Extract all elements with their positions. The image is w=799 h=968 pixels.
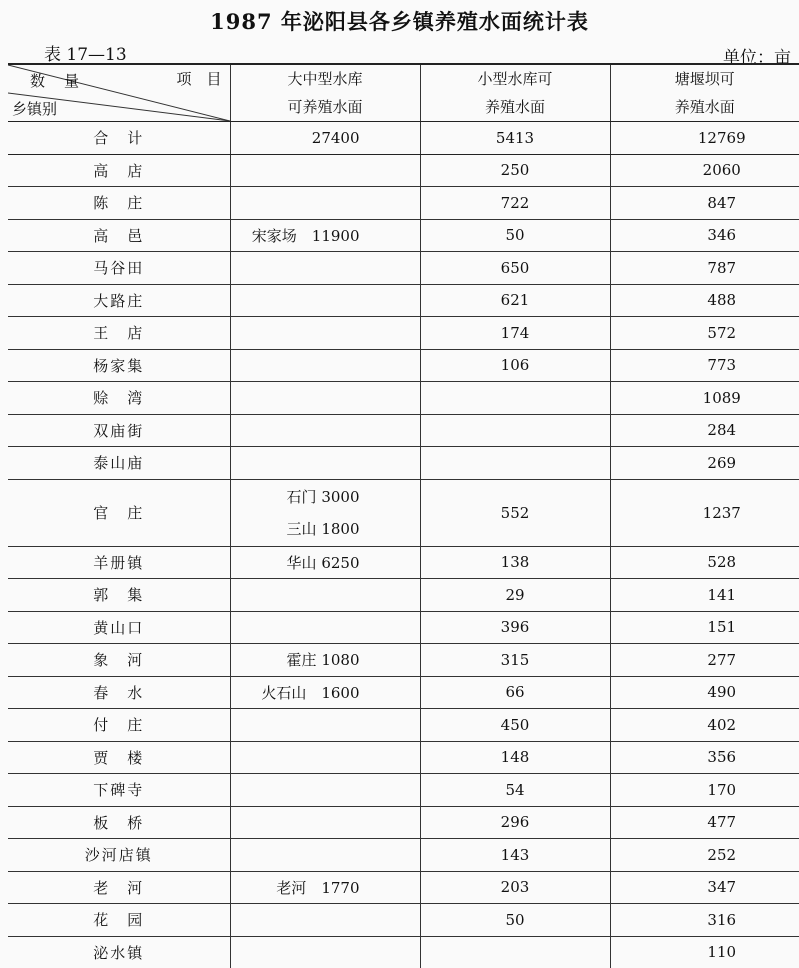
table-row: [8, 414, 799, 447]
header-town-label: 乡镇别: [12, 98, 57, 119]
town-cell: 下碑寺: [8, 774, 230, 807]
small-reservoir-cell: 396: [420, 611, 610, 644]
town-cell: 双庙街: [8, 414, 230, 447]
large-reservoir-cell: [230, 447, 420, 480]
page-title: 1987 年泌阳县各乡镇养殖水面统计表: [0, 6, 799, 36]
header-small-line2: 养殖水面: [421, 93, 610, 121]
small-reservoir-cell: 54: [420, 774, 610, 807]
table-row: [8, 317, 799, 350]
pond-cell: 402: [610, 709, 799, 742]
table-row: [8, 479, 799, 546]
town-cell: 郭 集: [8, 579, 230, 612]
large-reservoir-cell: [230, 936, 420, 968]
town-cell: 赊 湾: [8, 382, 230, 415]
table-number: 表 17—13: [44, 40, 127, 65]
pond-cell: 269: [610, 447, 799, 480]
town-cell: 合 计: [8, 122, 230, 155]
small-reservoir-cell: 106: [420, 349, 610, 382]
header-quantity-label: 数 量: [30, 70, 81, 91]
large-reservoir-entry: 华山 6250: [231, 552, 360, 573]
pond-cell: 572: [610, 317, 799, 350]
town-cell: 黄山口: [8, 611, 230, 644]
small-reservoir-cell: 552: [420, 479, 610, 546]
large-reservoir-cell: [230, 414, 420, 447]
table-row: [8, 644, 799, 677]
small-reservoir-cell: 138: [420, 546, 610, 579]
pond-cell: 477: [610, 806, 799, 839]
large-reservoir-cell: [230, 349, 420, 382]
large-reservoir-cell: [230, 806, 420, 839]
town-cell: 羊册镇: [8, 546, 230, 579]
unit-label: 单位：亩: [723, 43, 791, 68]
large-reservoir-cell: [230, 479, 420, 546]
large-reservoir-cell: [230, 774, 420, 807]
table-row: [8, 546, 799, 579]
small-reservoir-cell: [420, 414, 610, 447]
table-row: [8, 252, 799, 285]
town-cell: 泰山庙: [8, 447, 230, 480]
large-reservoir-cell: [230, 644, 420, 677]
large-reservoir-cell: [230, 317, 420, 350]
town-cell: 春 水: [8, 676, 230, 709]
large-reservoir-cell: [230, 676, 420, 709]
header-pond: [610, 64, 799, 122]
table-row: [8, 774, 799, 807]
pond-cell: 110: [610, 936, 799, 968]
small-reservoir-cell: 29: [420, 579, 610, 612]
table-row: [8, 904, 799, 937]
town-cell: 杨家集: [8, 349, 230, 382]
pond-cell: 316: [610, 904, 799, 937]
town-cell: 象 河: [8, 644, 230, 677]
town-cell: 高 邑: [8, 219, 230, 252]
town-cell: 官 庄: [8, 479, 230, 546]
large-reservoir-cell: [230, 741, 420, 774]
header-item-label: 项 目: [176, 68, 221, 89]
town-cell: 马谷田: [8, 252, 230, 285]
table-row: [8, 447, 799, 480]
table-row: [8, 349, 799, 382]
large-reservoir-entry: 火石山 1600: [231, 682, 360, 703]
header-small-line1: 小型水库可: [421, 65, 610, 93]
pond-cell: 488: [610, 284, 799, 317]
header-pond-line1: 塘堰坝可: [611, 65, 799, 93]
pond-cell: 787: [610, 252, 799, 285]
town-cell: 沙河店镇: [8, 839, 230, 872]
town-cell: 高 店: [8, 154, 230, 187]
header-large-reservoir: [230, 64, 420, 122]
town-cell: 泌水镇: [8, 936, 230, 968]
table-row: [8, 871, 799, 904]
table-row: [8, 806, 799, 839]
large-reservoir-cell: [230, 187, 420, 220]
small-reservoir-cell: 250: [420, 154, 610, 187]
small-reservoir-cell: 621: [420, 284, 610, 317]
town-cell: 板 桥: [8, 806, 230, 839]
pond-cell: 847: [610, 187, 799, 220]
large-reservoir-entry: 27400: [231, 129, 360, 147]
small-reservoir-cell: 450: [420, 709, 610, 742]
pond-cell: 252: [610, 839, 799, 872]
pond-cell: 170: [610, 774, 799, 807]
town-cell: 王 店: [8, 317, 230, 350]
table-row: [8, 154, 799, 187]
pond-cell: 2060: [610, 154, 799, 187]
town-cell: 大路庄: [8, 284, 230, 317]
town-cell: 付 庄: [8, 709, 230, 742]
pond-cell: 151: [610, 611, 799, 644]
header-large-line2: 可养殖水面: [231, 93, 420, 121]
statistics-table: [8, 63, 799, 968]
diagonal-header-cell: [8, 64, 230, 122]
table-header-row: [8, 64, 799, 122]
small-reservoir-cell: 5413: [420, 122, 610, 155]
small-reservoir-cell: 50: [420, 904, 610, 937]
large-reservoir-entry: 石门 3000: [231, 481, 360, 513]
table-row: [8, 676, 799, 709]
header-large-line1: 大中型水库: [231, 65, 420, 93]
pond-cell: 356: [610, 741, 799, 774]
table-row: [8, 611, 799, 644]
small-reservoir-cell: 315: [420, 644, 610, 677]
large-reservoir-entry: 霍庄 1080: [231, 649, 360, 670]
pond-cell: 490: [610, 676, 799, 709]
pond-cell: 1237: [610, 479, 799, 546]
small-reservoir-cell: [420, 447, 610, 480]
small-reservoir-cell: 203: [420, 871, 610, 904]
total-row: [8, 122, 799, 155]
small-reservoir-cell: 174: [420, 317, 610, 350]
town-cell: 花 园: [8, 904, 230, 937]
large-reservoir-cell: [230, 219, 420, 252]
large-reservoir-cell: [230, 382, 420, 415]
header-pond-line2: 养殖水面: [611, 93, 799, 121]
large-reservoir-entry: 宋家场 11900: [231, 225, 360, 246]
large-reservoir-cell: [230, 611, 420, 644]
small-reservoir-cell: 143: [420, 839, 610, 872]
table-row: [8, 219, 799, 252]
pond-cell: 773: [610, 349, 799, 382]
pond-cell: 347: [610, 871, 799, 904]
table-row: [8, 741, 799, 774]
table-row: [8, 709, 799, 742]
pond-cell: 346: [610, 219, 799, 252]
large-reservoir-cell: [230, 122, 420, 155]
town-cell: 贾 楼: [8, 741, 230, 774]
town-cell: 陈 庄: [8, 187, 230, 220]
small-reservoir-cell: [420, 936, 610, 968]
table-row: [8, 839, 799, 872]
small-reservoir-cell: [420, 382, 610, 415]
table-row: [8, 382, 799, 415]
pond-cell: 1089: [610, 382, 799, 415]
large-reservoir-cell: [230, 904, 420, 937]
pond-cell: 141: [610, 579, 799, 612]
table-row: [8, 284, 799, 317]
table-row: [8, 187, 799, 220]
small-reservoir-cell: 722: [420, 187, 610, 220]
pond-cell: 284: [610, 414, 799, 447]
large-reservoir-cell: [230, 284, 420, 317]
large-reservoir-entry: 三山 1800: [231, 513, 360, 545]
large-reservoir-cell: [230, 871, 420, 904]
pond-cell: 12769: [610, 122, 799, 155]
small-reservoir-cell: 148: [420, 741, 610, 774]
small-reservoir-cell: 296: [420, 806, 610, 839]
small-reservoir-cell: 50: [420, 219, 610, 252]
large-reservoir-cell: [230, 546, 420, 579]
pond-cell: 277: [610, 644, 799, 677]
pond-cell: 528: [610, 546, 799, 579]
town-cell: 老 河: [8, 871, 230, 904]
small-reservoir-cell: 66: [420, 676, 610, 709]
large-reservoir-cell: [230, 579, 420, 612]
header-small-reservoir: [420, 64, 610, 122]
large-reservoir-entry: 老河 1770: [231, 877, 360, 898]
small-reservoir-cell: 650: [420, 252, 610, 285]
large-reservoir-cell: [230, 252, 420, 285]
large-reservoir-cell: [230, 154, 420, 187]
table-row: [8, 579, 799, 612]
table-row: [8, 936, 799, 968]
large-reservoir-cell: [230, 709, 420, 742]
large-reservoir-cell: [230, 839, 420, 872]
